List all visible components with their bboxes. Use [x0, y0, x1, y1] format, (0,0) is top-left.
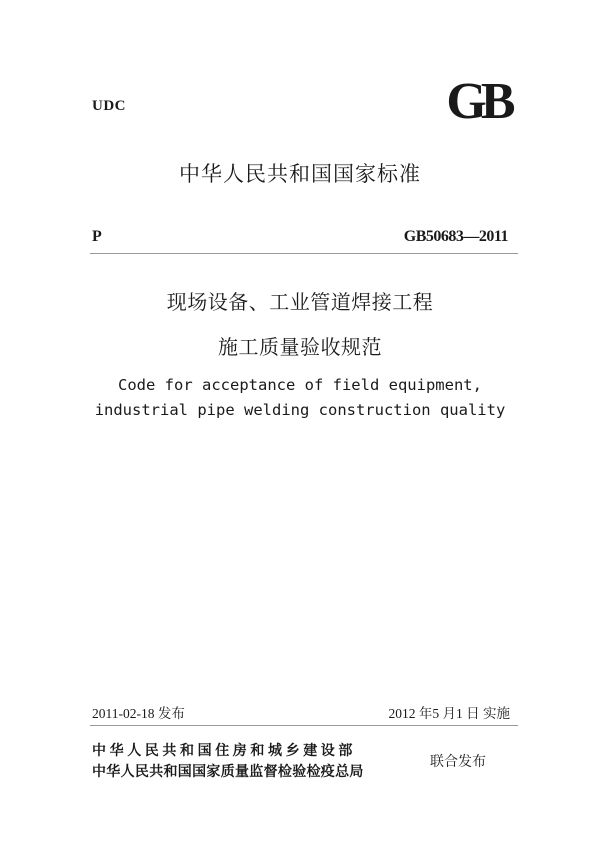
title-cn-line2: 施工质量验收规范	[218, 335, 382, 359]
bottom-divider	[90, 725, 518, 726]
effective-date: 2012 年5 月1 日 实施	[388, 706, 510, 721]
gb-logo-text: GB	[446, 74, 510, 124]
issuer-aqsiq: 中华人民共和国国家质量监督检验检疫总局	[92, 764, 364, 780]
joint-release-label: 联合发布	[430, 754, 486, 770]
gb-logo	[430, 74, 526, 124]
national-standard-heading: 中华人民共和国国家标准	[179, 162, 421, 186]
issuer-ministry-housing: 中华人民共和国住房和城乡建设部	[92, 743, 356, 759]
category-code: P	[92, 228, 102, 245]
standard-number: GB50683—2011	[403, 228, 508, 245]
title-en-line1: Code for acceptance of field equipment,	[118, 376, 482, 394]
top-divider	[90, 253, 518, 254]
issue-date: 2011-02-18 发布	[92, 706, 185, 721]
title-en-line2: industrial pipe welding construction quality	[94, 401, 506, 419]
title-cn-line1: 现场设备、工业管道焊接工程	[166, 290, 434, 314]
udc-label: UDC	[92, 98, 126, 114]
